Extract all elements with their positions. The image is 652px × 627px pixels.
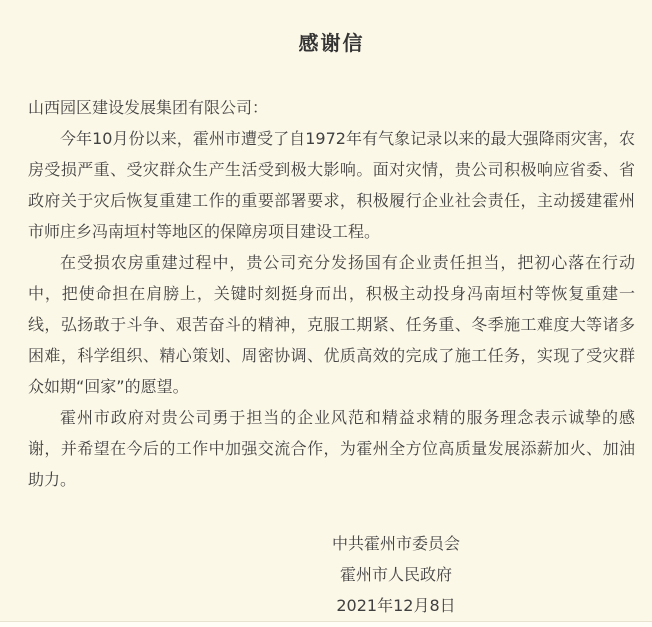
letter-salutation: 山西园区建设发展集团有限公司：: [28, 98, 269, 117]
signature-date: 2021年12月8日: [336, 596, 456, 615]
page-bottom-strip: [0, 622, 652, 626]
signature-committee: 中共霍州市委员会: [331, 534, 460, 553]
letter-paragraph-3: 霍州市政府对贵公司勇于担当的企业风范和精益求精的服务理念表示诚挚的感谢，并希望在今后的工作中加强交流合作，为霍州全方位高质量发展添薪加火、加油助力。: [28, 408, 635, 489]
letter-title: 感谢信: [298, 31, 365, 55]
letter-paragraph-2: 在受损农房重建过程中，贵公司充分发扬国有企业责任担当，把初心落在行动中，把使命担在肩膀上，关键时刻挺身而出，积极主动投身冯南垣村等恢复重建一线，弘扬敢于斗争、艰苦奋斗的精神，克服工期紧、任务重、冬季施工难度大等诸多困难，科学组织、精心策划、周密协调、优质高效的完成了施工任务，实现了受灾群众如期“回家”的愿望。: [28, 253, 635, 396]
signature-government: 霍州市人民政府: [339, 565, 452, 584]
letter-paragraph-1: 今年10月份以来，霍州市遭受了自1972年有气象记录以来的最大强降雨灾害，农房受损严重、受灾群众生产生活受到极大影响。面对灾情，贵公司积极响应省委、省政府关于灾后恢复重建工作的重要部署要求，积极履行企业社会责任，主动援建霍州市师庄乡冯南垣村等地区的保障房项目建设工程。: [28, 129, 635, 241]
signature-block: [246, 528, 546, 621]
